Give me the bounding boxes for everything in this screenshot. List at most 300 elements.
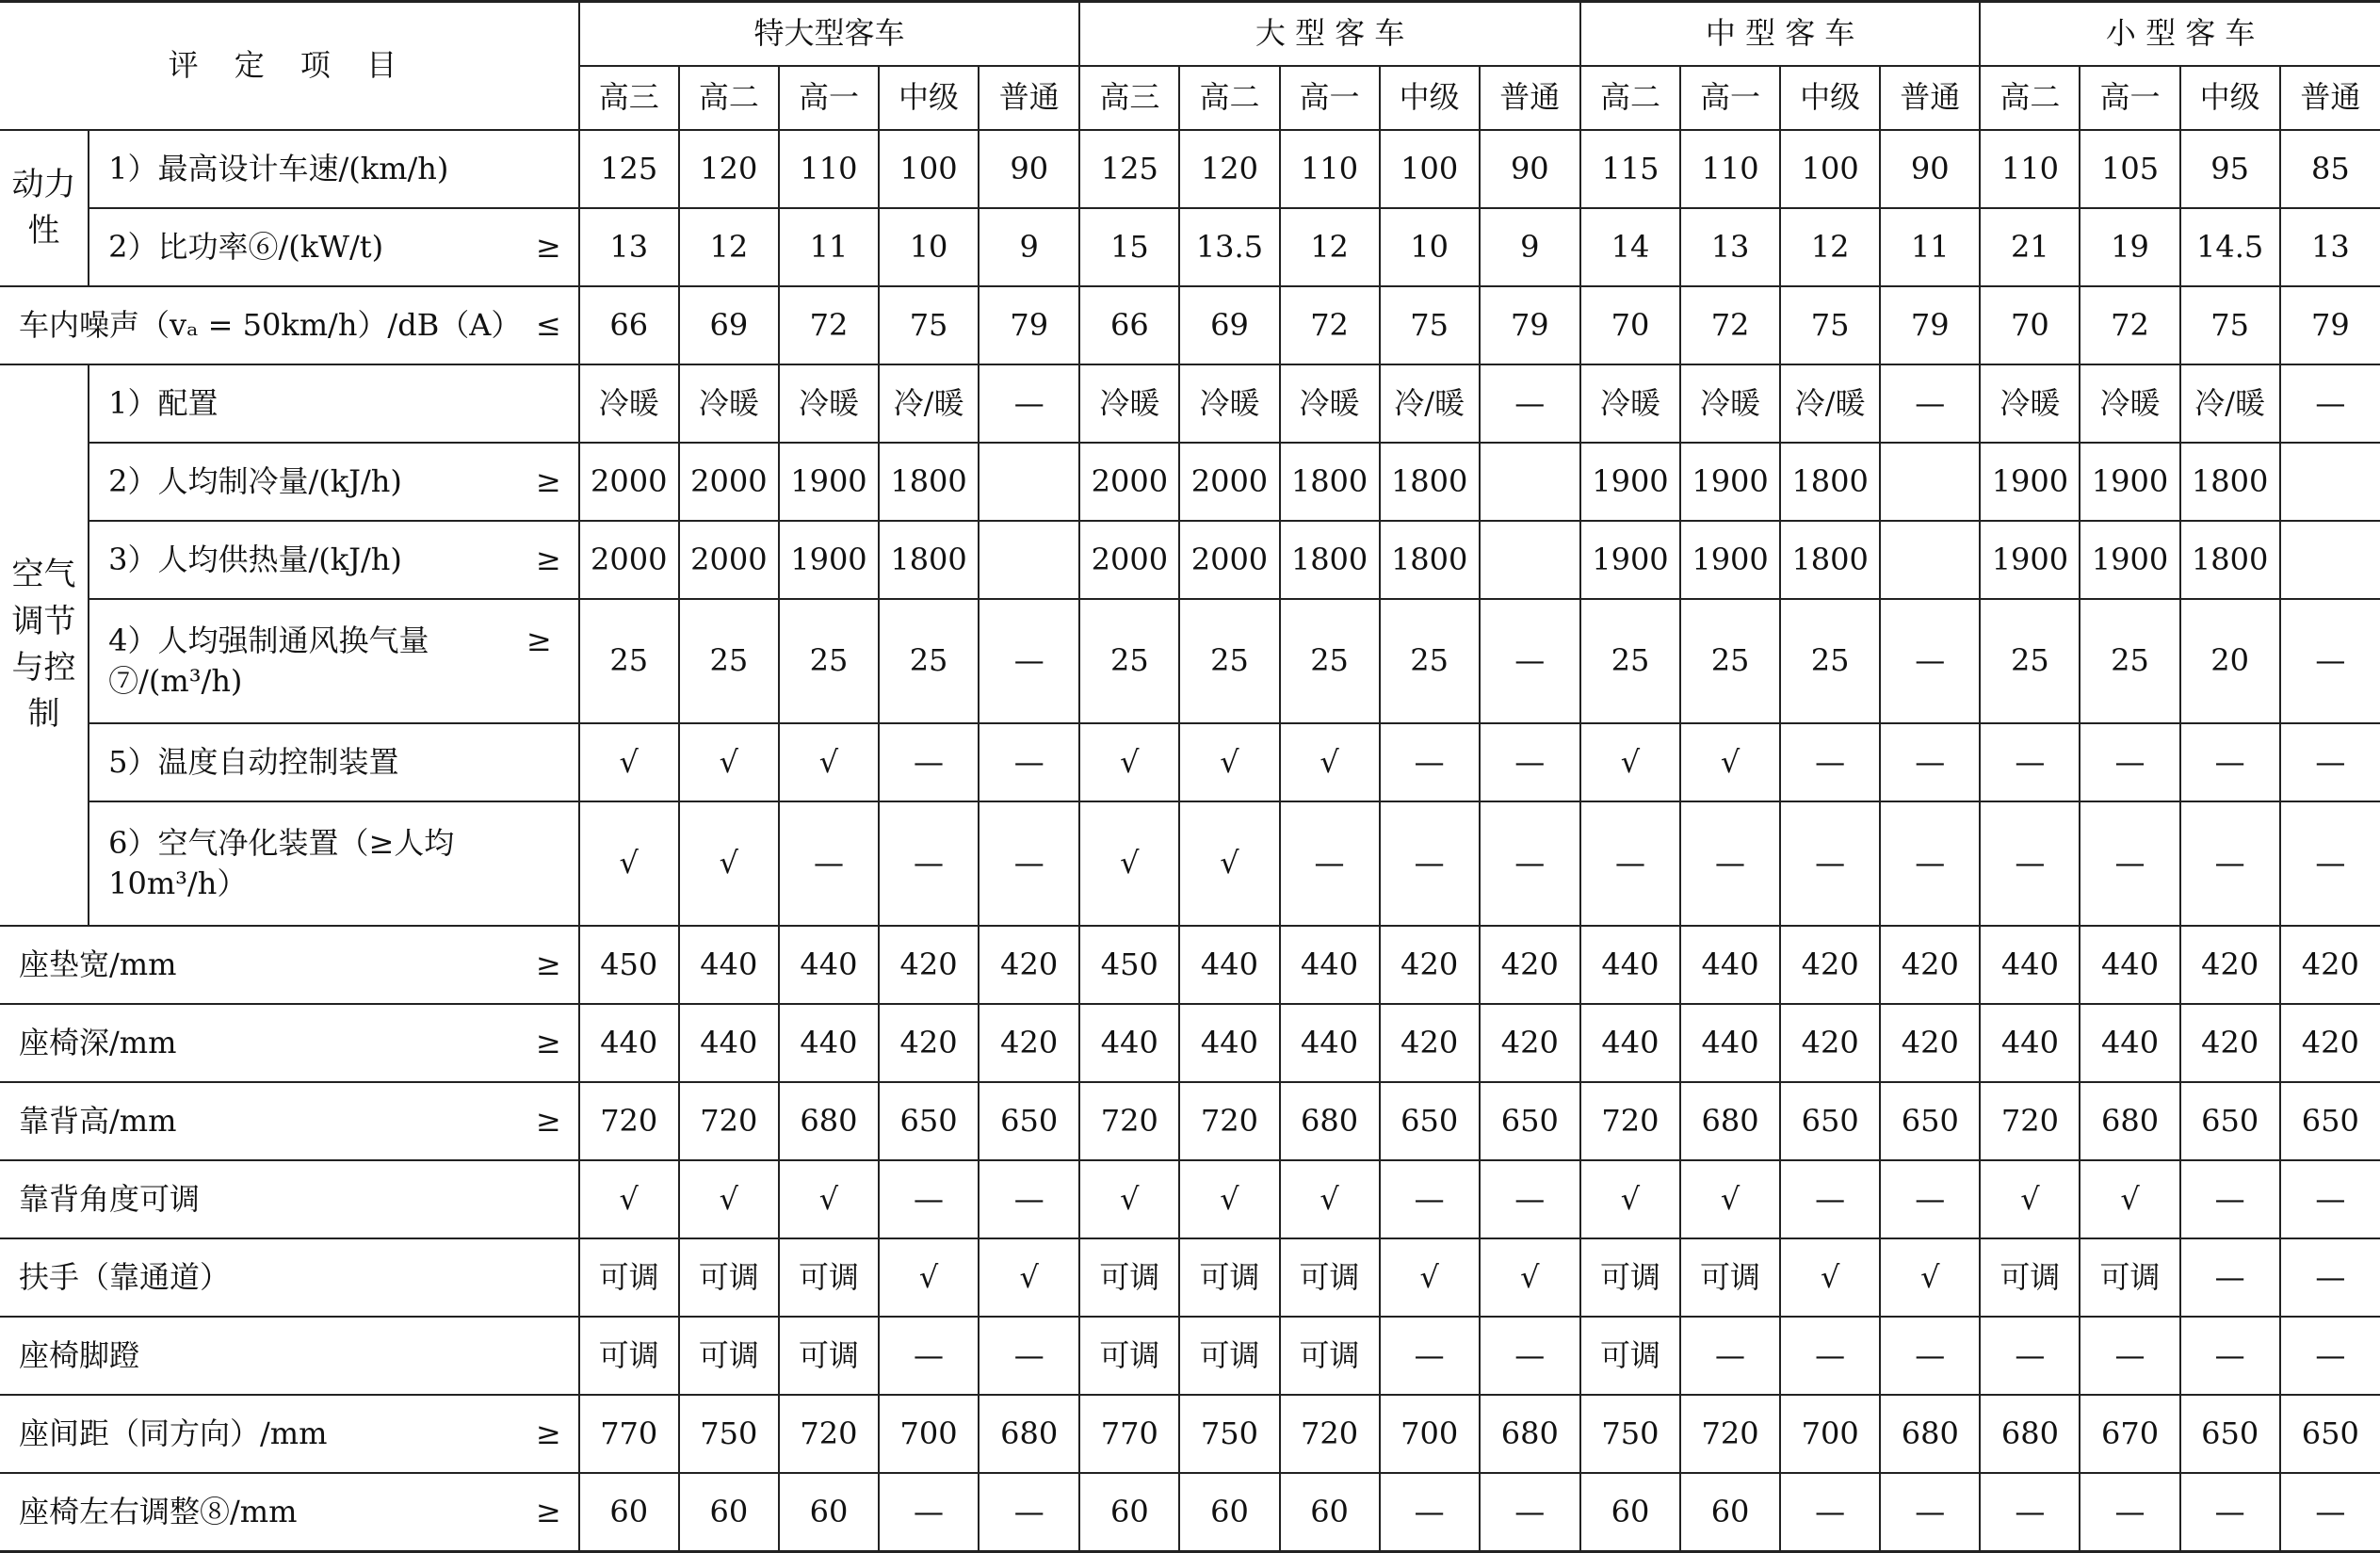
value-cell: 25 [1179, 599, 1279, 723]
header-level: 普通 [1480, 66, 1580, 130]
value-cell: 2000 [579, 443, 679, 521]
row-label-text: 6）空气净化装置（≥人均10m³/h） [108, 824, 455, 901]
row-label [89, 364, 579, 443]
value-cell: 1900 [1980, 443, 2080, 521]
value-cell: 420 [879, 1004, 979, 1082]
header-group: 小 型 客 车 [1980, 2, 2380, 67]
value-cell: √ [1580, 1160, 1680, 1238]
comparison-symbol: ≤ [535, 306, 561, 343]
row-label-text: 座椅深/mm [19, 1024, 177, 1060]
value-cell: — [879, 1317, 979, 1395]
value-cell: 105 [2080, 130, 2179, 208]
row-label [89, 443, 579, 521]
value-cell: — [2080, 1317, 2179, 1395]
row-label [89, 723, 579, 801]
value-cell: 1900 [1680, 443, 1780, 521]
value-cell: 680 [979, 1395, 1079, 1473]
value-cell: 9 [1480, 208, 1580, 286]
table-row [0, 1395, 2380, 1473]
value-cell: 420 [2180, 926, 2280, 1004]
value-cell: 2000 [1079, 521, 1179, 599]
value-cell: — [979, 364, 1079, 443]
value-cell: 25 [579, 599, 679, 723]
table-row [0, 208, 2380, 286]
row-label [0, 1082, 579, 1160]
value-cell: 79 [979, 286, 1079, 364]
value-cell: 可调 [1580, 1317, 1680, 1395]
value-cell: — [2180, 1473, 2280, 1551]
table-row [0, 286, 2380, 364]
value-cell: 90 [979, 130, 1079, 208]
table-row [0, 599, 2380, 723]
value-cell: — [2080, 801, 2179, 926]
value-cell: 60 [1079, 1473, 1179, 1551]
value-cell: 420 [979, 1004, 1079, 1082]
value-cell: 60 [679, 1473, 779, 1551]
value-cell: 125 [1079, 130, 1179, 208]
value-cell: 12 [679, 208, 779, 286]
value-cell: 680 [1980, 1395, 2080, 1473]
value-cell: 440 [2080, 926, 2179, 1004]
value-cell: 可调 [1580, 1238, 1680, 1317]
value-cell: — [2080, 723, 2179, 801]
row-label-text: 扶手（靠通道） [19, 1258, 231, 1295]
value-cell: 冷暖 [679, 364, 779, 443]
value-cell: 12 [1780, 208, 1880, 286]
value-cell: 冷暖 [1680, 364, 1780, 443]
table-row [0, 1004, 2380, 1082]
value-cell: 720 [1179, 1082, 1279, 1160]
value-cell: — [1380, 723, 1480, 801]
table-body [0, 130, 2380, 1551]
value-cell: 440 [2080, 1004, 2179, 1082]
value-cell: — [2280, 1317, 2380, 1395]
value-cell: 25 [1680, 599, 1780, 723]
value-cell: 420 [1380, 1004, 1480, 1082]
value-cell: 72 [1280, 286, 1380, 364]
value-cell: 1800 [1280, 521, 1380, 599]
value-cell: 110 [1980, 130, 2080, 208]
value-cell: 冷暖 [1179, 364, 1279, 443]
value-cell: 25 [1380, 599, 1480, 723]
row-label [0, 1317, 579, 1395]
value-cell: 25 [1580, 599, 1680, 723]
value-cell: 420 [1480, 1004, 1580, 1082]
header-level: 高二 [1179, 66, 1279, 130]
value-cell: 680 [1280, 1082, 1380, 1160]
value-cell: 11 [779, 208, 879, 286]
value-cell: 11 [1880, 208, 1980, 286]
row-label [0, 1004, 579, 1082]
comparison-symbol: ≥ [535, 1024, 561, 1060]
table-row [0, 521, 2380, 599]
row-label-text: 座椅脚蹬 [19, 1336, 140, 1373]
value-cell: — [879, 801, 979, 926]
value-cell: 650 [1380, 1082, 1480, 1160]
value-cell: — [1780, 1473, 1880, 1551]
header-level: 中级 [2180, 66, 2280, 130]
header-level: 中级 [1780, 66, 1880, 130]
value-cell: √ [1079, 801, 1179, 926]
value-cell: 90 [1480, 130, 1580, 208]
value-cell: 冷暖 [779, 364, 879, 443]
value-cell: 700 [1780, 1395, 1880, 1473]
value-cell: — [1980, 1317, 2080, 1395]
value-cell: — [2280, 801, 2380, 926]
row-label-text: 靠背角度可调 [19, 1180, 201, 1217]
value-cell: — [2180, 723, 2280, 801]
header-level: 中级 [879, 66, 979, 130]
value-cell: 115 [1580, 130, 1680, 208]
value-cell: 可调 [579, 1317, 679, 1395]
value-cell: — [2180, 1317, 2280, 1395]
header-level: 高二 [1580, 66, 1680, 130]
value-cell: √ [1480, 1238, 1580, 1317]
value-cell: 110 [1280, 130, 1380, 208]
header-level: 中级 [1380, 66, 1480, 130]
value-cell: 750 [1580, 1395, 1680, 1473]
value-cell: 420 [979, 926, 1079, 1004]
value-cell: 1900 [779, 443, 879, 521]
value-cell: 420 [1880, 926, 1980, 1004]
value-cell: √ [579, 801, 679, 926]
table-row [0, 130, 2380, 208]
value-cell: 100 [879, 130, 979, 208]
value-cell: 120 [1179, 130, 1279, 208]
value-cell: 可调 [1079, 1317, 1179, 1395]
header-level: 高一 [1280, 66, 1380, 130]
value-cell: — [1480, 364, 1580, 443]
value-cell: 650 [2180, 1395, 2280, 1473]
value-cell: 70 [1580, 286, 1680, 364]
comparison-symbol: ≥ [535, 1102, 561, 1139]
row-group-label: 空气调节与控制 [0, 364, 89, 926]
header-level: 高一 [2080, 66, 2179, 130]
value-cell: 420 [2180, 1004, 2280, 1082]
value-cell: 700 [879, 1395, 979, 1473]
row-label [89, 521, 579, 599]
value-cell: 75 [1380, 286, 1480, 364]
value-cell: √ [679, 801, 779, 926]
value-cell: 720 [779, 1395, 879, 1473]
value-cell: 420 [1780, 1004, 1880, 1082]
value-cell: 14.5 [2180, 208, 2280, 286]
row-label [89, 801, 579, 926]
value-cell: 1800 [2180, 443, 2280, 521]
value-cell: 720 [1680, 1395, 1780, 1473]
value-cell: — [779, 801, 879, 926]
value-cell: 700 [1380, 1395, 1480, 1473]
value-cell: 100 [1380, 130, 1480, 208]
value-cell [979, 443, 1079, 521]
row-group-label: 动力性 [0, 130, 89, 286]
value-cell: 21 [1980, 208, 2080, 286]
table-row [0, 1317, 2380, 1395]
value-cell: 440 [679, 1004, 779, 1082]
value-cell: 60 [1580, 1473, 1680, 1551]
row-label [0, 1160, 579, 1238]
value-cell: √ [579, 1160, 679, 1238]
value-cell: 冷/暖 [2180, 364, 2280, 443]
value-cell: √ [679, 1160, 779, 1238]
comparison-symbol: ≥ [535, 541, 561, 577]
row-label-text: 2）比功率⑥/(kW/t) [108, 228, 384, 265]
value-cell: — [2080, 1473, 2179, 1551]
value-cell: √ [1880, 1238, 1980, 1317]
value-cell: 1900 [1580, 443, 1680, 521]
value-cell: 420 [1480, 926, 1580, 1004]
value-cell: 1800 [1380, 521, 1480, 599]
value-cell: — [1480, 599, 1580, 723]
value-cell: 2000 [1079, 443, 1179, 521]
value-cell: — [2280, 364, 2380, 443]
value-cell: 1800 [879, 443, 979, 521]
value-cell: — [1380, 1160, 1480, 1238]
value-cell: 680 [1480, 1395, 1580, 1473]
header-level: 普通 [979, 66, 1079, 130]
value-cell: 冷/暖 [879, 364, 979, 443]
value-cell: √ [1079, 723, 1179, 801]
value-cell: 79 [1880, 286, 1980, 364]
table-row [0, 1238, 2380, 1317]
value-cell: 440 [1980, 926, 2080, 1004]
row-label [0, 1238, 579, 1317]
value-cell [1480, 521, 1580, 599]
value-cell [979, 521, 1079, 599]
comparison-symbol: ≥ [535, 462, 561, 499]
value-cell: — [1380, 801, 1480, 926]
value-cell: 420 [1880, 1004, 1980, 1082]
value-cell: 冷/暖 [1380, 364, 1480, 443]
row-label [0, 1473, 579, 1551]
value-cell: — [1880, 1160, 1980, 1238]
value-cell: — [979, 599, 1079, 723]
value-cell: √ [1680, 1160, 1780, 1238]
value-cell: √ [1079, 1160, 1179, 1238]
value-cell: — [2180, 801, 2280, 926]
value-cell: 770 [1079, 1395, 1179, 1473]
table-row [0, 723, 2380, 801]
row-label [0, 286, 579, 364]
value-cell: 可调 [1680, 1238, 1780, 1317]
value-cell: 冷暖 [1980, 364, 2080, 443]
value-cell: √ [1179, 801, 1279, 926]
value-cell: — [1480, 1317, 1580, 1395]
value-cell: — [1380, 1473, 1480, 1551]
comparison-symbol: ≥ [535, 1415, 561, 1451]
table-header [0, 2, 2380, 131]
value-cell: 可调 [1280, 1238, 1380, 1317]
value-cell: 450 [1079, 926, 1179, 1004]
value-cell: 440 [1280, 1004, 1380, 1082]
row-label-text: 车内噪声（vₐ = 50km/h）/dB（A） [19, 306, 522, 343]
comparison-symbol: ≥ [535, 1493, 561, 1529]
header-level: 高二 [1980, 66, 2080, 130]
value-cell: 可调 [679, 1238, 779, 1317]
value-cell: 15 [1079, 208, 1179, 286]
value-cell: — [2280, 1473, 2380, 1551]
value-cell: 25 [879, 599, 979, 723]
table-row [0, 1160, 2380, 1238]
value-cell: — [2180, 1238, 2280, 1317]
value-cell: 2000 [1179, 443, 1279, 521]
value-cell: — [1780, 723, 1880, 801]
value-cell: 66 [1079, 286, 1179, 364]
value-cell: √ [1280, 1160, 1380, 1238]
value-cell: 420 [1380, 926, 1480, 1004]
value-cell: √ [1980, 1160, 2080, 1238]
value-cell: 680 [1680, 1082, 1780, 1160]
value-cell: — [979, 1473, 1079, 1551]
value-cell: 440 [1079, 1004, 1179, 1082]
value-cell: 125 [579, 130, 679, 208]
value-cell: 25 [779, 599, 879, 723]
value-cell: 680 [2080, 1082, 2179, 1160]
value-cell: 70 [1980, 286, 2080, 364]
value-cell: 110 [779, 130, 879, 208]
value-cell: — [1880, 1473, 1980, 1551]
value-cell: — [979, 801, 1079, 926]
value-cell: — [1880, 599, 1980, 723]
value-cell: 420 [1780, 926, 1880, 1004]
row-label [0, 926, 579, 1004]
value-cell: 440 [1580, 1004, 1680, 1082]
row-label-text: 靠背高/mm [19, 1102, 177, 1139]
value-cell: √ [1179, 723, 1279, 801]
value-cell: √ [1179, 1160, 1279, 1238]
value-cell: — [2180, 1160, 2280, 1238]
row-label-text: 座椅左右调整⑧/mm [19, 1493, 298, 1529]
value-cell: 25 [679, 599, 779, 723]
value-cell [1880, 521, 1980, 599]
value-cell: 60 [1179, 1473, 1279, 1551]
value-cell: 1800 [1280, 443, 1380, 521]
comparison-symbol: ≥ [535, 228, 561, 265]
value-cell: 650 [879, 1082, 979, 1160]
value-cell: 440 [779, 1004, 879, 1082]
value-cell: 冷暖 [1079, 364, 1179, 443]
value-cell: 440 [679, 926, 779, 1004]
value-cell: 440 [1280, 926, 1380, 1004]
value-cell: 450 [579, 926, 679, 1004]
value-cell: 1800 [1780, 521, 1880, 599]
value-cell: √ [679, 723, 779, 801]
value-cell: 1900 [2080, 521, 2179, 599]
value-cell: 650 [1480, 1082, 1580, 1160]
value-cell: 可调 [1980, 1238, 2080, 1317]
value-cell: 可调 [1079, 1238, 1179, 1317]
value-cell: 650 [979, 1082, 1079, 1160]
value-cell: — [1480, 723, 1580, 801]
value-cell: — [1480, 1160, 1580, 1238]
value-cell: √ [879, 1238, 979, 1317]
value-cell: 79 [2280, 286, 2380, 364]
value-cell: — [1480, 801, 1580, 926]
value-cell: 1900 [779, 521, 879, 599]
value-cell: 750 [679, 1395, 779, 1473]
value-cell: √ [1280, 723, 1380, 801]
value-cell: 75 [879, 286, 979, 364]
value-cell: 60 [1280, 1473, 1380, 1551]
value-cell [2280, 443, 2380, 521]
value-cell: 可调 [1280, 1317, 1380, 1395]
value-cell: 10 [879, 208, 979, 286]
value-cell: 680 [1880, 1395, 1980, 1473]
value-cell: 110 [1680, 130, 1780, 208]
value-cell: — [1980, 723, 2080, 801]
value-cell: √ [1380, 1238, 1480, 1317]
value-cell: 13 [2280, 208, 2380, 286]
value-cell: 20 [2180, 599, 2280, 723]
value-cell: 79 [1480, 286, 1580, 364]
value-cell: 25 [1280, 599, 1380, 723]
value-cell: 720 [1079, 1082, 1179, 1160]
row-label-text: 3）人均供热量/(kJ/h) [108, 541, 402, 577]
header-group: 中 型 客 车 [1580, 2, 1980, 67]
value-cell: 60 [779, 1473, 879, 1551]
value-cell: 680 [779, 1082, 879, 1160]
value-cell [2280, 521, 2380, 599]
row-label-text: 座垫宽/mm [19, 946, 177, 982]
row-label-text: 5）温度自动控制装置 [108, 743, 399, 780]
value-cell: 720 [1280, 1395, 1380, 1473]
row-label-text: 1）最高设计车速/(km/h) [108, 150, 449, 186]
value-cell: — [1880, 364, 1980, 443]
value-cell: 650 [2280, 1395, 2380, 1473]
value-cell: 2000 [679, 521, 779, 599]
value-cell: — [1480, 1473, 1580, 1551]
value-cell: 440 [1179, 926, 1279, 1004]
value-cell: 可调 [779, 1317, 879, 1395]
value-cell: 13 [1680, 208, 1780, 286]
value-cell: 冷暖 [579, 364, 679, 443]
value-cell: 69 [679, 286, 779, 364]
value-cell: 66 [579, 286, 679, 364]
value-cell: 冷暖 [1280, 364, 1380, 443]
value-cell: 25 [1980, 599, 2080, 723]
value-cell: — [879, 1160, 979, 1238]
value-cell: √ [1580, 723, 1680, 801]
value-cell: 650 [2180, 1082, 2280, 1160]
value-cell: 可调 [779, 1238, 879, 1317]
value-cell: 可调 [1179, 1238, 1279, 1317]
header-level: 普通 [2280, 66, 2380, 130]
value-cell: — [879, 1473, 979, 1551]
value-cell: — [979, 723, 1079, 801]
value-cell: 13.5 [1179, 208, 1279, 286]
value-cell: 25 [1780, 599, 1880, 723]
row-label [0, 1395, 579, 1473]
value-cell: 可调 [2080, 1238, 2179, 1317]
value-cell: — [2280, 1238, 2380, 1317]
row-label [89, 130, 579, 208]
value-cell: 冷/暖 [1780, 364, 1880, 443]
value-cell: — [979, 1160, 1079, 1238]
row-label-text: 1）配置 [108, 384, 219, 421]
value-cell: 90 [1880, 130, 1980, 208]
value-cell: √ [1780, 1238, 1880, 1317]
value-cell: 720 [679, 1082, 779, 1160]
table-row [0, 801, 2380, 926]
value-cell: — [1780, 1160, 1880, 1238]
value-cell: — [1380, 1317, 1480, 1395]
header-group: 大 型 客 车 [1079, 2, 1580, 67]
value-cell [1880, 443, 1980, 521]
value-cell: 13 [579, 208, 679, 286]
value-cell: 420 [2280, 926, 2380, 1004]
value-cell: — [2280, 723, 2380, 801]
value-cell: 75 [1780, 286, 1880, 364]
